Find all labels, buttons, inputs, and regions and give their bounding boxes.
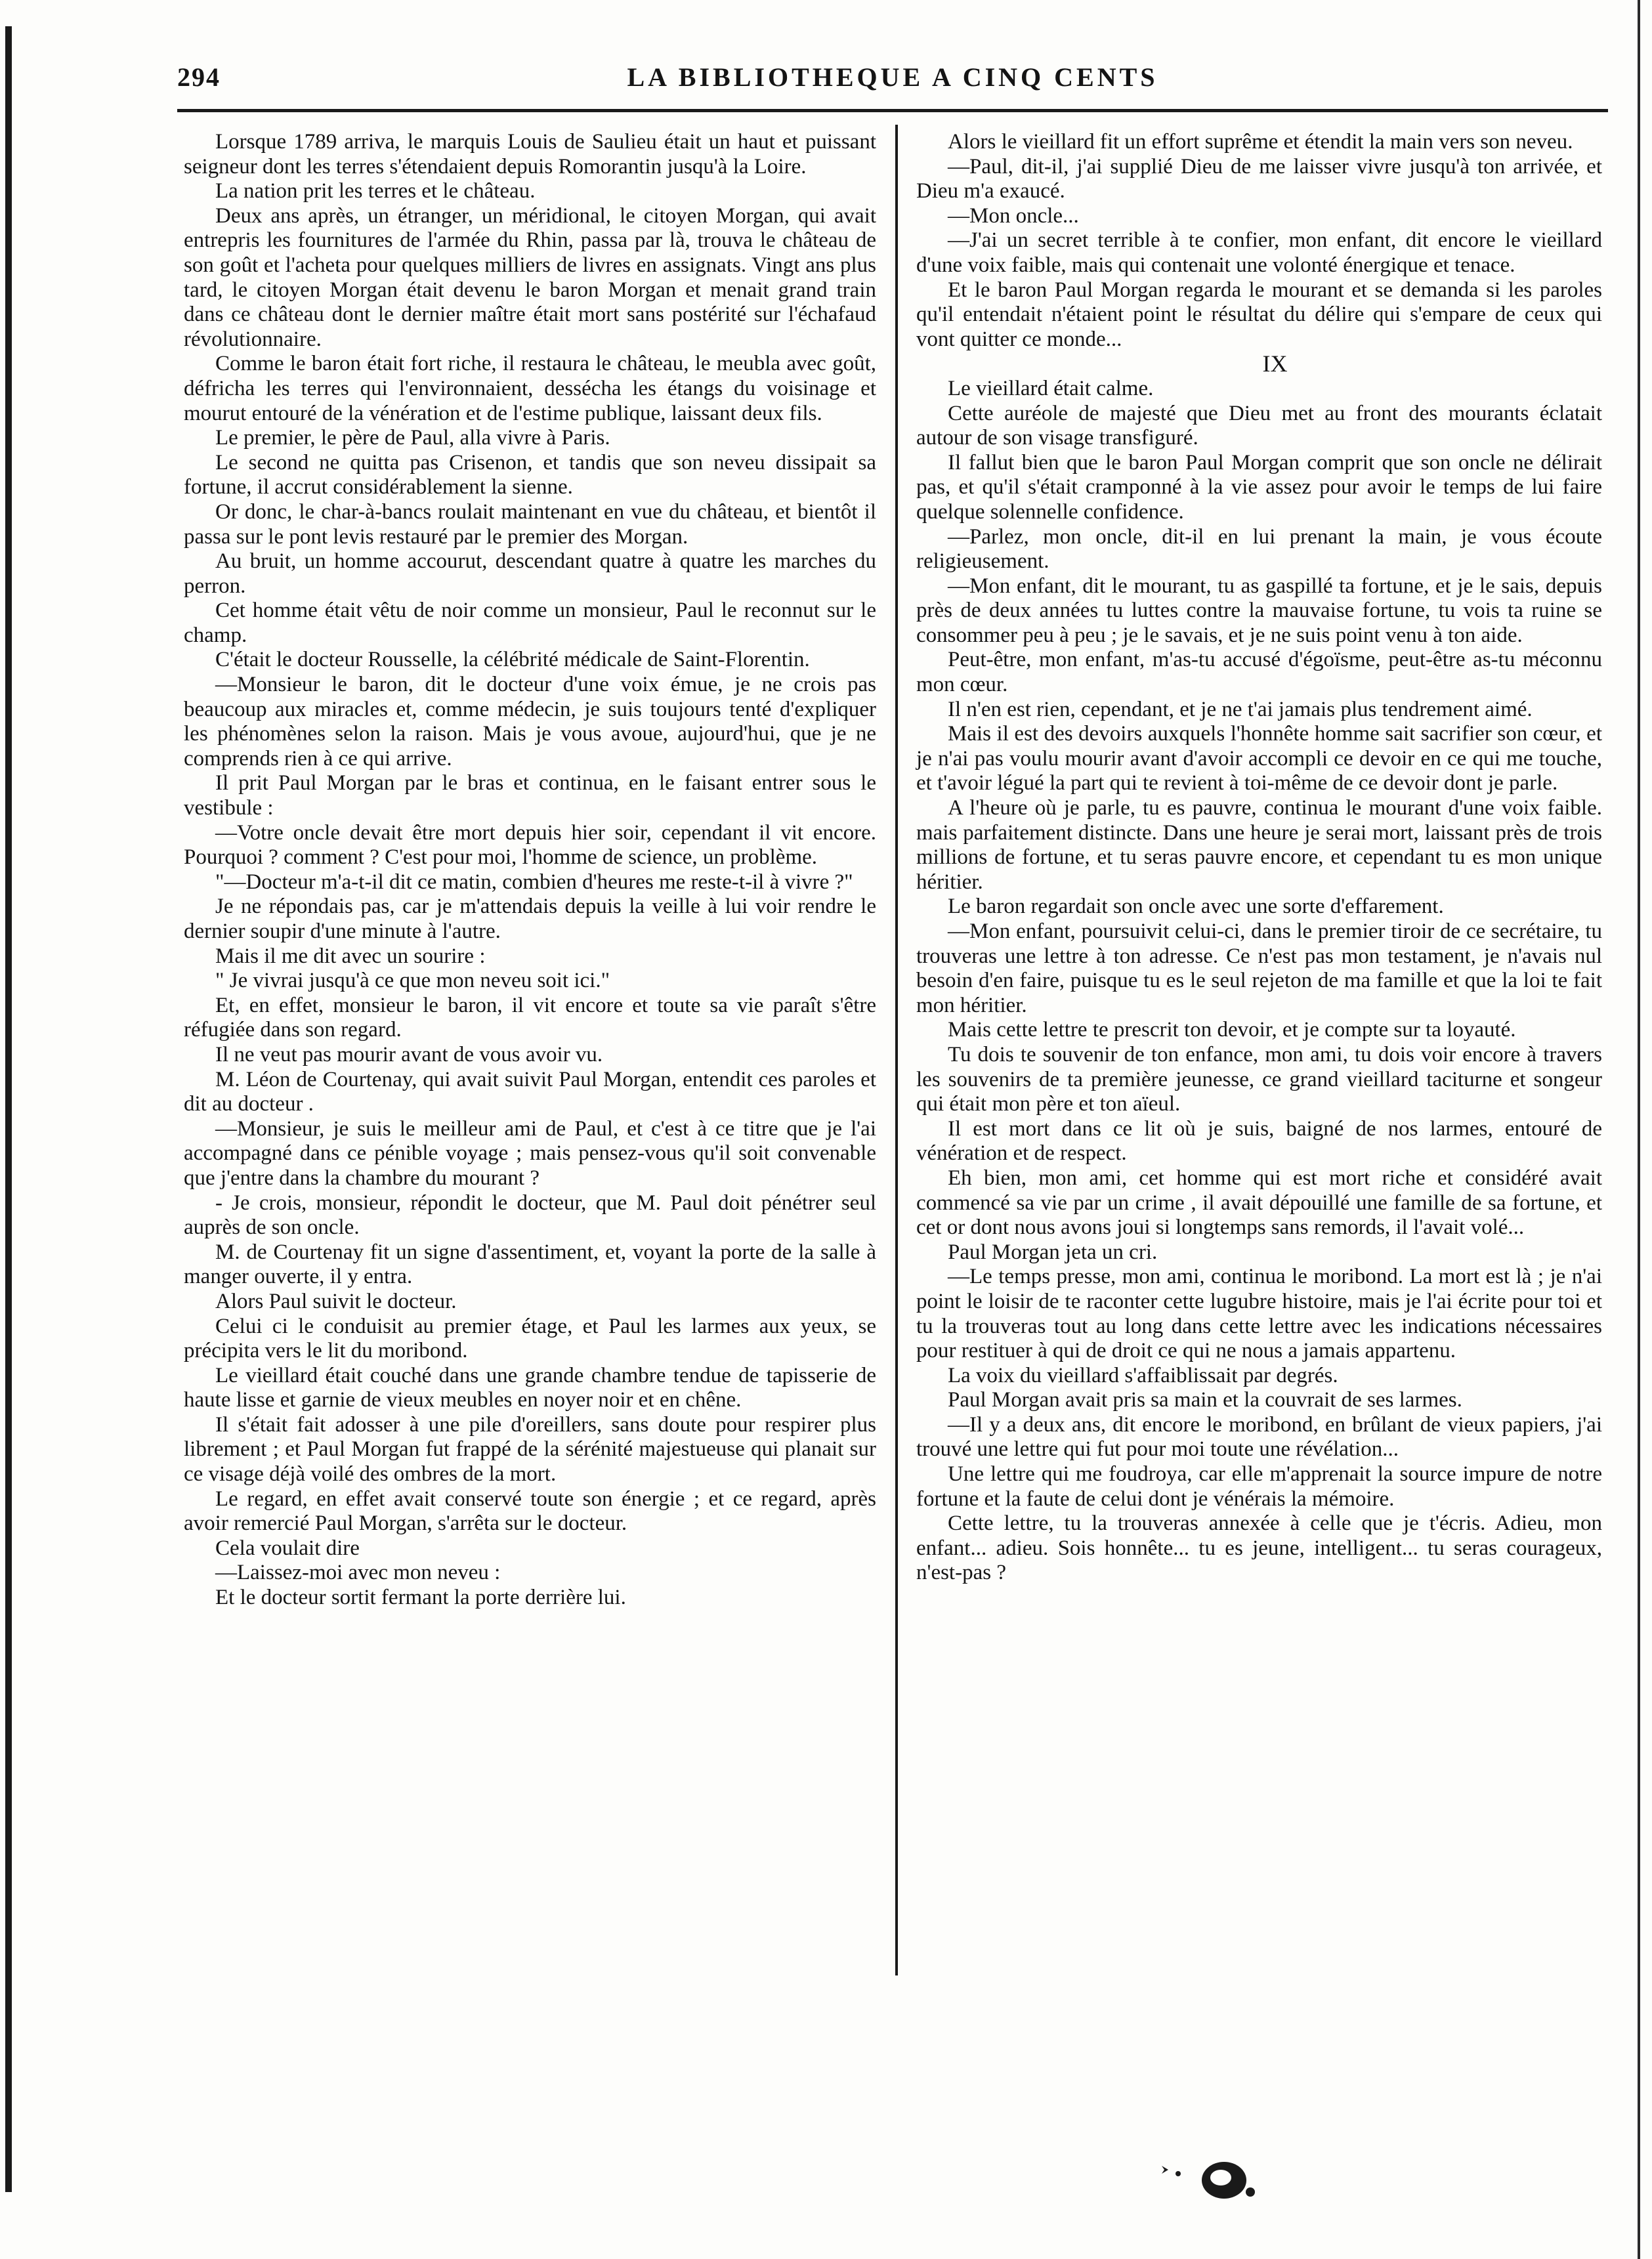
right-margin-rule	[1638, 0, 1640, 2259]
paragraph: —Laissez-moi avec mon neveu :	[215, 1561, 501, 1585]
running-title: LA BIBLIOTHEQUE A CINQ CENTS	[627, 62, 1158, 92]
paragraph: Eh bien, mon ami, cet homme qui est mort riche et considéré avait commencé sa vie par un crime , il avait dépouillé une famille de sa fortune, et cet or dont nous avons joui si longtemps sans remords, il l'avait volé...	[916, 1166, 1602, 1240]
paragraph: Celui ci le conduisit au premier étage, et Paul les larmes aux yeux, se précipita vers le lit du moribond.	[184, 1314, 876, 1363]
paragraph: Il s'était fait adosser à une pile d'oreillers, sans doute pour respirer plus librement ; et Paul Morgan fut frappé de la sérénité majestueuse qui planait sur ce visage déjà voilé des ombres de la mort.	[184, 1412, 876, 1487]
paragraph: Tu dois te souvenir de ton enfance, mon ami, tu dois voir encore à travers les souvenirs de ta première jeunesse, ce grand vieillard taciturne et songeur qui était mon père et ton aïeul.	[916, 1042, 1602, 1116]
paragraph: Il n'en est rien, cependant, et je ne t'ai jamais plus tendrement aimé.	[948, 697, 1533, 721]
page-number: 294	[177, 62, 221, 92]
paragraph: Cela voulait dire	[215, 1536, 360, 1560]
paragraph: Au bruit, un homme accourut, descendant quatre à quatre les marches du perron.	[184, 549, 876, 598]
paragraph: —Mon enfant, dit le mourant, tu as gaspillé ta fortune, et je le sais, depuis près de deux années tu luttes contre la mauvaise fortune, tu vois ta ruine se consommer peu à peu ; je le savais, et je ne suis point venu à ton aide.	[916, 574, 1602, 647]
paragraph: Il prit Paul Morgan par le bras et continua, en le faisant entrer sous le vestibule :	[184, 771, 876, 820]
paragraph: Alors Paul suivit le docteur.	[215, 1289, 457, 1313]
left-column	[184, 130, 876, 1611]
paragraph: Il ne veut pas mourir avant de vous avoir vu.	[215, 1042, 603, 1066]
paragraph: —Le temps presse, mon ami, continua le moribond. La mort est là ; je n'ai point le loisir de te raconter cette lugubre histoire, mais je l'ai écrite pour toi et tu la trouveras tout au long dans cette lettre avec les indications nécessaires pour restituer à qui de droit ce qui ne nous a jamais appartenu.	[916, 1265, 1602, 1363]
paragraph: C'était le docteur Rousselle, la célébrité médicale de Saint-Florentin.	[215, 648, 810, 672]
paragraph: M. Léon de Courtenay, qui avait suivit Paul Morgan, entendit ces paroles et dit au docteur .	[184, 1067, 876, 1116]
paragraph: " Je vivrai jusqu'à ce que mon neveu soit ici."	[215, 969, 610, 993]
paragraph: —Mon enfant, poursuivit celui-ci, dans le premier tiroir de ce secrétaire, tu trouveras une lettre à ton adresse. Ce n'est pas mon testament, je n'avais nul besoin d'en faire, puisque tu es le seul rejeton de ma famille et que la loi te fait mon héritier.	[916, 919, 1602, 1017]
paragraph: —Parlez, mon oncle, dit-il en lui prenant la main, je vous écoute religieusement.	[916, 524, 1602, 574]
paragraph: - Je crois, monsieur, répondit le docteur, que M. Paul doit pénétrer seul auprès de son oncle.	[184, 1191, 876, 1240]
paragraph: Deux ans après, un étranger, un méridional, le citoyen Morgan, qui avait entrepris les fournitures de l'armée du Rhin, passa par là, trouva le château de son goût et l'acheta pour quelques milliers de livres en assignats. Vingt ans plus tard, le citoyen Morgan était devenu le baron Morgan et menait grand train dans ce château dont le dernier maître était mort sans postérité sur l'échafaud révolutionnaire.	[184, 203, 876, 351]
printer-ornament-icon	[1142, 2140, 1286, 2218]
paragraph: Cet homme était vêtu de noir comme un monsieur, Paul le reconnut sur le champ.	[184, 599, 876, 647]
column-divider	[895, 125, 898, 1975]
paragraph: Et le docteur sortit fermant la porte derrière lui.	[215, 1586, 626, 1610]
paragraph: Et le baron Paul Morgan regarda le mourant et se demanda si les paroles qu'il entendait n'étaient point le résultat du délire qui s'empare de ceux qui vont quitter ce monde...	[916, 278, 1602, 351]
paragraph: Lorsque 1789 arriva, le marquis Louis de Saulieu était un haut et puissant seigneur dont les terres s'étendaient depuis Romorantin jusqu'à la Loire.	[184, 130, 876, 179]
paragraph: —Paul, dit-il, j'ai supplié Dieu de me laisser vivre jusqu'à ton arrivée, et Dieu m'a exaucé.	[916, 154, 1602, 203]
paragraph: Or donc, le char-à-bancs roulait maintenant en vue du château, et bientôt il passa sur le pont levis restauré par le premier des Morgan.	[184, 499, 876, 549]
paragraph: —J'ai un secret terrible à te confier, mon enfant, dit encore le vieillard d'une voix faible, mais qui contenait une volonté énergique et tenace.	[916, 228, 1602, 277]
paragraph: Et, en effet, monsieur le baron, il vit encore et toute sa vie paraît s'être réfugiée dans son regard.	[184, 993, 876, 1042]
paragraph: Je ne répondais pas, car je m'attendais depuis la veille à lui voir rendre le dernier soupir d'une minute à l'autre.	[184, 895, 876, 943]
paragraph: Comme le baron était fort riche, il restaura le château, le meubla avec goût, défricha les terres qui l'environnaient, dessécha les étangs du voisinage et mourut entouré de la vénération et de l'estime publique, laissant deux fils.	[184, 352, 876, 425]
paragraph: Le vieillard était couché dans une grande chambre tendue de tapisserie de haute lisse et garnie de vieux meubles en noyer noir et en chêne.	[184, 1363, 876, 1412]
paragraph: Le vieillard était calme.	[948, 376, 1154, 400]
paragraph: Le second ne quitta pas Crisenon, et tandis que son neveu dissipait sa fortune, il accrut considérablement la sienne.	[184, 450, 876, 499]
chapter-heading: IX	[1262, 350, 1288, 377]
paragraph: —Monsieur le baron, dit le docteur d'une voix émue, je ne crois pas beaucoup aux miracles et, comme médecin, je suis toujours tenté d'expliquer les phénomènes selon la raison. Mais je vous avoue, aujourd'hui, que je ne comprends rien à ce qui arrive.	[184, 673, 876, 771]
paragraph: —Votre oncle devait être mort depuis hier soir, cependant il vit encore. Pourquoi ? comment ? C'est pour moi, l'homme de science, un problème.	[184, 820, 876, 870]
paragraph: Mais il est des devoirs auxquels l'honnête homme sait sacrifier son cœur, et je n'ai pas voulu mourir avant d'avoir accompli ce devoir en ce qui me touche, et t'avoir légué la part qui te revient à toi-même de ce devoir dont je parle.	[916, 722, 1602, 795]
paragraph: Paul Morgan jeta un cri.	[948, 1240, 1158, 1264]
paragraph: Cette lettre, tu la trouveras annexée à celle que je t'écris. Adieu, mon enfant... adieu. Sois honnête... tu es jeune, intelligent... tu seras courageux, n'est-pas ?	[916, 1511, 1602, 1585]
paragraph: Cette auréole de majesté que Dieu met au front des mourants éclatait autour de son visage transfiguré.	[916, 401, 1602, 450]
paragraph: M. de Courtenay fit un signe d'assentiment, et, voyant la porte de la salle à manger ouverte, il y entra.	[184, 1240, 876, 1289]
paragraph: Il fallut bien que le baron Paul Morgan comprit que son oncle ne délirait pas, et qu'il s'était cramponné à la vie assez pour avoir le temps de lui faire quelque solennelle confidence.	[916, 450, 1602, 524]
paragraph: La voix du vieillard s'affaiblissait par degrés.	[948, 1363, 1338, 1387]
paragraph: Le regard, en effet avait conservé toute son énergie ; et ce regard, après avoir remercié Paul Morgan, s'arrêta sur le docteur.	[184, 1487, 876, 1536]
page-header	[177, 62, 1608, 101]
paragraph: Peut-être, mon enfant, m'as-tu accusé d'égoïsme, peut-être as-tu méconnu mon cœur.	[916, 648, 1602, 697]
paragraph: La nation prit les terres et le château.	[215, 179, 536, 203]
paragraph: —Il y a deux ans, dit encore le moribond, en brûlant de vieux papiers, j'ai trouvé une lettre qui fut pour moi toute une révélation...	[916, 1412, 1602, 1462]
right-column	[916, 130, 1602, 1586]
paragraph: "—Docteur m'a-t-il dit ce matin, combien d'heures me reste-t-il à vivre ?"	[215, 870, 853, 894]
left-margin-rule	[5, 26, 12, 2192]
paragraph: Le baron regardait son oncle avec une sorte d'effarement.	[948, 895, 1444, 919]
paragraph: Une lettre qui me foudroya, car elle m'apprenait la source impure de notre fortune et la faute de celui dont je vénérais la mémoire.	[916, 1462, 1602, 1511]
paragraph: A l'heure où je parle, tu es pauvre, continua le mourant d'une voix faible. mais parfaitement distincte. Dans une heure je serai mort, laissant près de trois millions de fortune, et tu seras pauvre encore, et cependant tu es mon unique héritier.	[916, 796, 1602, 894]
paragraph: —Monsieur, je suis le meilleur ami de Paul, et c'est à ce titre que je l'ai accompagné dans ce pénible voyage ; mais pensez-vous qu'il soit convenable que j'entre dans la chambre du mourant ?	[184, 1116, 876, 1190]
header-rule	[177, 109, 1608, 112]
paragraph: Paul Morgan avait pris sa main et la couvrait de ses larmes.	[948, 1388, 1462, 1412]
paragraph: Mais cette lettre te prescrit ton devoir, et je compte sur ta loyauté.	[948, 1018, 1516, 1042]
paragraph: —Mon oncle...	[948, 203, 1079, 228]
paragraph: Il est mort dans ce lit où je suis, baigné de nos larmes, entouré de vénération et de respect.	[916, 1116, 1602, 1166]
paragraph: Mais il me dit avec un sourire :	[215, 944, 486, 968]
paragraph: Alors le vieillard fit un effort suprême et étendit la main vers son neveu.	[948, 130, 1573, 154]
paragraph: Le premier, le père de Paul, alla vivre à Paris.	[215, 426, 610, 450]
